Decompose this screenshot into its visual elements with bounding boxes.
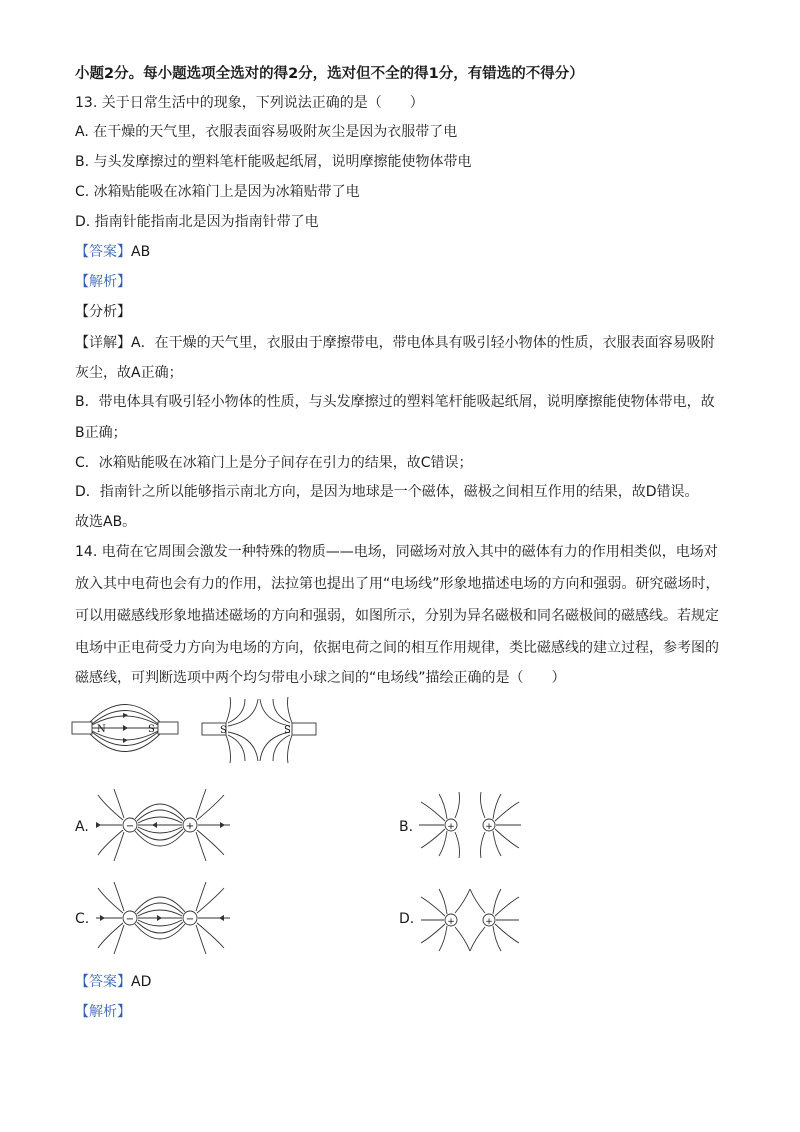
charge-b-left: +: [447, 822, 455, 832]
answer-tag: 【答案】: [75, 974, 131, 990]
magnet-s-label: S: [148, 724, 155, 735]
q14-stem-line5: 磁感线，可判断选项中两个均匀带电小球之间的“电场线”描绘正确的是（ ）: [75, 670, 566, 686]
detail-a-text: A．在干燥的天气里，衣服由于摩擦带电，带电体具有吸引轻小物体的性质，衣服表面容易吸附: [131, 335, 715, 351]
q14-stem-line3: 可以用磁感线形象地描述磁场的方向和强弱，如图所示，分别为异名磁极和同名磁极间的磁感线。若规定: [75, 608, 719, 624]
magnet-like-poles-figure: [200, 695, 320, 765]
q13-stem: 13. 关于日常生活中的现象，下列说法正确的是（ ）: [75, 95, 424, 111]
detail-b-line1: B．带电体具有吸引轻小物体的性质，与头发摩擦过的塑料笔杆能吸起纸屑，说明摩擦能使物体带电，故: [75, 394, 715, 410]
detail-b-line2: B正确；: [75, 425, 127, 441]
charge-d-right: +: [485, 917, 493, 927]
answer-value: AD: [131, 974, 152, 990]
q13-answer: [75, 242, 150, 262]
option-b-field-diagram[interactable]: [415, 790, 525, 860]
option-c-label: C.: [75, 911, 90, 927]
q13-option-d: D. 指南针能指南北是因为指南针带了电: [75, 214, 319, 230]
section-header: 小题2分。每小题选项全选对的得2分，选对但不全的得1分，有错选的不得分）: [75, 66, 584, 82]
charge-b-right: +: [485, 822, 493, 832]
option-b-label: B.: [399, 819, 414, 835]
charge-d-left: +: [447, 917, 455, 927]
q13-option-c: C. 冰箱贴能吸在冰箱门上是因为冰箱贴带了电: [75, 184, 360, 200]
q14-answer: [75, 972, 151, 992]
detail-c: C．冰箱贴能吸在冰箱门上是分子间存在引力的结果，故C错误；: [75, 455, 473, 471]
answer-value: AB: [131, 244, 151, 260]
q14-analysis-tag: 【解析】: [75, 1004, 131, 1020]
option-d-label: D.: [399, 911, 415, 927]
detail-a-line2: 灰尘，故A正确；: [75, 365, 183, 381]
magnet-opposite-poles-figure: [70, 695, 180, 765]
q14-stem-line2: 放入其中电荷也会有力的作用，法拉第也提出了用“电场线”形象地描述电场的方向和强弱。研究磁场时，: [75, 576, 720, 592]
q14-stem-line1: 14. 电荷在它周围会激发一种特殊的物质——电场，同磁场对放入其中的磁体有力的作用相类似，电场对: [75, 544, 718, 560]
charge-a-left: −: [125, 821, 135, 832]
option-a-field-diagram[interactable]: [90, 785, 240, 865]
charge-c-left: −: [125, 914, 135, 925]
magnet-s1-label: S: [220, 725, 227, 736]
magnet-s2-label: S: [284, 725, 291, 736]
magnet-n-label: N: [97, 724, 106, 735]
conclusion: 故选AB。: [75, 514, 137, 530]
option-a-label: A.: [75, 819, 89, 835]
q14-stem-line4: 电场中正电荷受力方向为电场的方向，依据电荷之间的相互作用规律，类比磁感线的建立过程，参考图的: [75, 640, 719, 656]
charge-c-right: −: [185, 914, 195, 925]
option-d-field-diagram[interactable]: [415, 885, 525, 955]
detail-a-line1: [75, 333, 715, 353]
q13-option-b: B. 与头发摩擦过的塑料笔杆能吸起纸屑，说明摩擦能使物体带电: [75, 154, 472, 170]
q13-option-a: A. 在干燥的天气里，衣服表面容易吸附灰尘是因为衣服带了电: [75, 124, 458, 140]
option-c-field-diagram[interactable]: [90, 878, 240, 958]
detail-tag: 【详解】: [75, 335, 131, 351]
detail-d: D．指南针之所以能够指示南北方向，是因为地球是一个磁体，磁极之间相互作用的结果，故D错误。: [75, 484, 699, 500]
answer-tag: 【答案】: [75, 244, 131, 260]
charge-a-right: +: [185, 821, 195, 832]
fenxi-tag: 【分析】: [75, 304, 131, 320]
analysis-tag: 【解析】: [75, 274, 131, 290]
